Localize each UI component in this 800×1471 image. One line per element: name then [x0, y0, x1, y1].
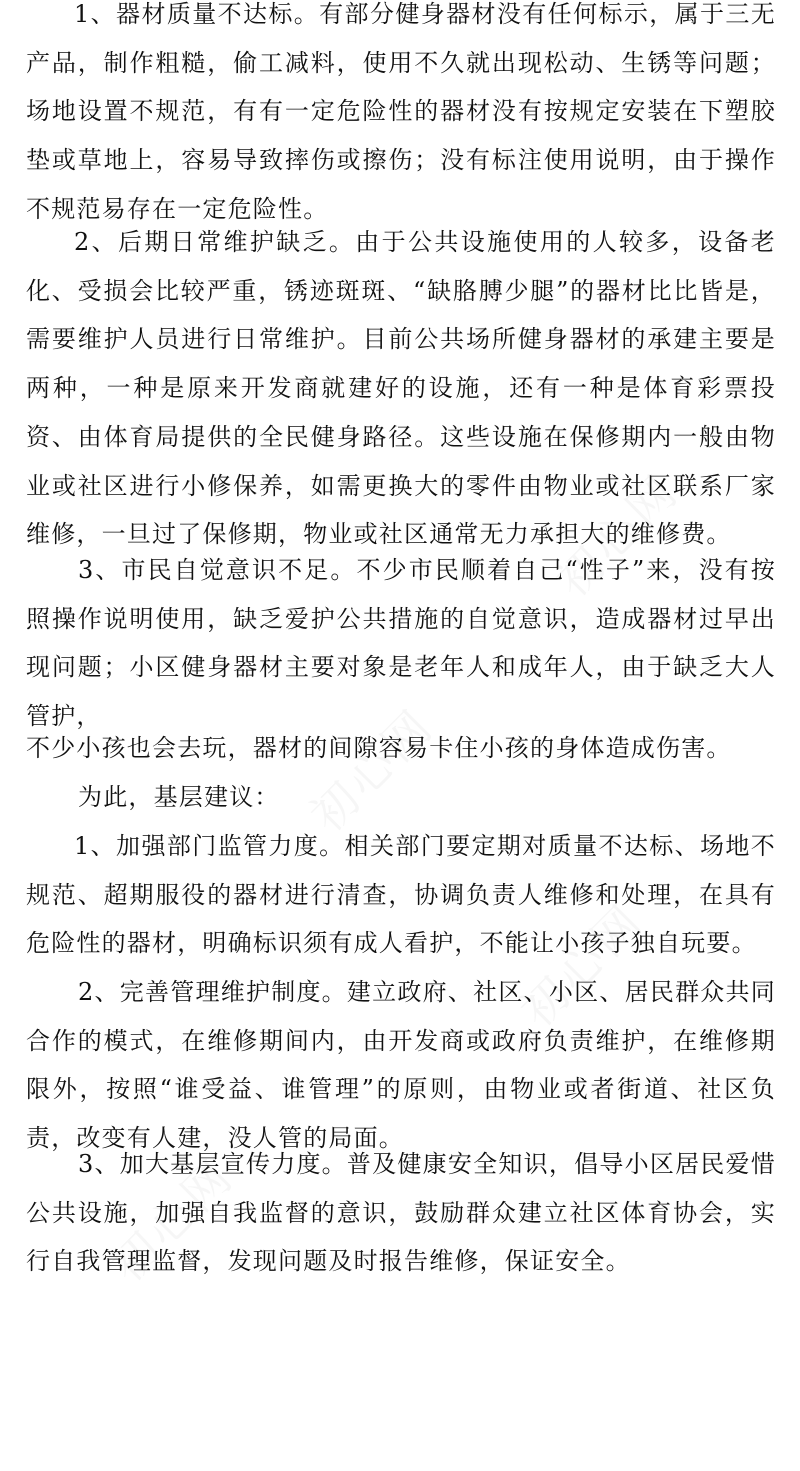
paragraph-suggestion-publicity: 3、加大基层宣传力度。普及健康安全知识，倡导小区居民爱惜公共设施，加强自我监督的意识，鼓励群众建立社区体育协会，实行自我管理监督，发现问题及时报告维修，保证安全。	[26, 1150, 776, 1276]
paragraph-continuation: 不少小孩也会去玩，器材的间隙容易卡住小孩的身体造成伤害。	[26, 734, 732, 762]
watermark: 初心网	[99, 1147, 245, 1293]
watermark: 初心网	[544, 462, 690, 608]
paragraph-maintenance-lacking: 2、后期日常维护缺乏。由于公共设施使用的人较多，设备老化、受损会比较严重，锈迹斑斑、“缺胳膊少腿”的器材比比皆是，需要维护人员进行日常维护。目前公共场所健身器材的承建主要是两种，一种是原来开发商就建好的设施，还有一种是体育彩票投资、由体育局提供的全民健身路径。这些设施在保修期内一般由物业或社区进行小修保养，如需更换大的零件由物业或社区联系厂家维修，一旦过了保修期，物业或社区通常无力承担大的维修费。	[26, 228, 776, 549]
paragraph-suggestion-supervision: 1、加强部门监管力度。相关部门要定期对质量不达标、场地不规范、超期服役的器材进行清查，协调负责人维修和处理，在具有危险性的器材，明确标识须有成人看护，不能让小孩子独自玩要。	[26, 832, 776, 958]
paragraph-equipment-quality: 1、器材质量不达标。有部分健身器材没有任何标示，属于三无产品，制作粗糙，偷工减料，使用不久就出现松动、生锈等问题；场地设置不规范，有有一定危险性的器材没有按规定安装在下塑胶垫或草地上，容易导致摔伤或擦伤；没有标注使用说明，由于操作不规范易存在一定危险性。	[26, 0, 776, 223]
watermark: 初心网	[509, 892, 655, 1038]
paragraph-citizen-awareness: 3、市民自觉意识不足。不少市民顺着自己“性子”来，没有按照操作说明使用，缺乏爱护公共措施的自觉意识，造成器材过早出现问题；小区健身器材主要对象是老年人和成年人，由于缺乏大人管护，	[26, 556, 776, 731]
watermark: 初心网	[299, 697, 445, 843]
paragraph-suggestion-management: 2、完善管理维护制度。建立政府、社区、小区、居民群众共同合作的模式，在维修期间内，由开发商或政府负责维护，在维修期限外，按照“谁受益、谁管理”的原则，由物业或者街道、社区负责，改变有人建，没人管的局面。	[26, 978, 776, 1153]
paragraph-suggestions-heading: 为此，基层建议：	[78, 783, 280, 811]
